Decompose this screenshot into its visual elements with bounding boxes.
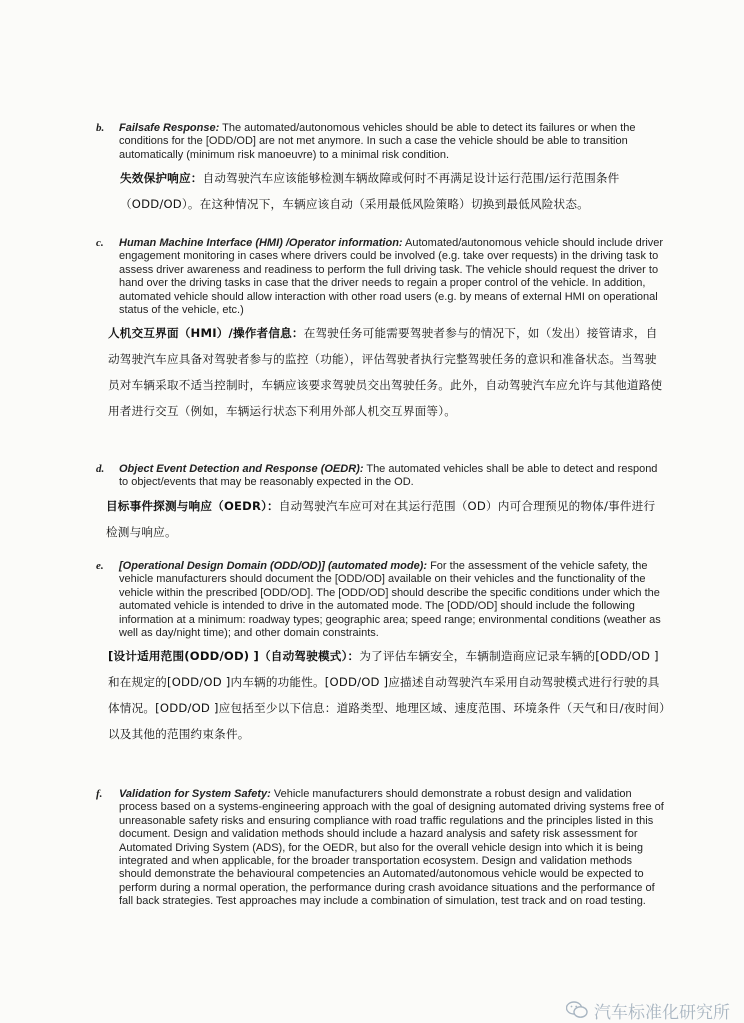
section-hmi [96, 237, 666, 424]
english-body: The automated/autonomous vehicles should be able to detect its failures or when the conditions for the [ODD/OD] are not met anymore. In such a case the vehicle should be able to transition automatically (minimum risk manoeuvre) to a minimal risk condition. [119, 122, 636, 161]
chinese-paragraph [108, 643, 666, 747]
english-body: The automated vehicles shall be able to detect and respond to object/events that may be reasonably expected in the OD. [119, 463, 658, 489]
english-heading: Object Event Detection and Response (OEDR): [119, 463, 364, 475]
section-marker: c. [96, 237, 104, 249]
english-body: For the assessment of the vehicle safety, the vehicle manufacturers should document the [ODD/OD] available on their vehicles and the functionality of the vehicle within the prescribed [ODD/OD]. The [ODD/OD] should describe the specific conditions under which the automated vehicle is intended to drive in the automated mode. The [ODD/OD] should include the following information at a minimum: roadway types; geographic area; speed range; environmental conditions (weather as well as day/night time); and other domain constraints. [119, 560, 661, 640]
chinese-body: 为了评估车辆安全，车辆制造商应记录车辆的[ODD/OD ]和在规定的[ODD/OD ]内车辆的功能性。[ODD/OD ]应描述自动驾驶汽车采用自动驾驶模式进行行驶的具体情况。[ODD/OD ]应包括至少以下信息：道路类型、地理区域、速度范围、环境条件（天气和日/夜时间）以及其他的范围约束条件。 [108, 649, 666, 742]
english-body: Vehicle manufacturers should demonstrate a robust design and validation process based on a systems-engineering approach with the goal of designing automated driving systems free of unreasonable safety risks and ensuring compliance with road traffic regulations and the principles listed in this document. Design and validation methods should include a hazard analysis and safety risk assessment for Automated Driving System (ADS), for the OEDR, but also for the overall vehicle design into which it is being integrated and when applicable, for the broader transportation ecosystem. Design and validation methods should demonstrate the behavioural competencies an Automated/autonomous vehicle would be expected to perform during a normal operation, the performance during crash avoidance situations and the performance of fall back strategies. Test approaches may include a combination of simulation, test track and on road testing. [119, 788, 664, 908]
section-odd [96, 560, 666, 747]
chinese-body: 自动驾驶汽车应可对在其运行范围（OD）内可合理预见的物体/事件进行检测与响应。 [106, 498, 656, 539]
english-paragraph [119, 463, 666, 490]
section-marker: f. [96, 788, 103, 800]
english-heading: Failsafe Response: [119, 122, 220, 134]
watermark-text: 汽车标准化研究所 [594, 1002, 730, 1023]
chinese-body: 自动驾驶汽车应该能够检测车辆故障或何时不再满足设计运行范围/运行范围条件（ODD/OD）。在这种情况下，车辆应该自动（采用最低风险策略）切换到最低风险状态。 [120, 171, 620, 212]
english-paragraph [119, 237, 666, 317]
english-body: Automated/autonomous vehicle should include driver engagement monitoring in cases where drivers could be involved (e.g. take over requests) in the driving task to assess driver awareness and readiness to perform the full driving task. The vehicle should request the driver to hand over the driving tasks in case that the driver needs to regain a proper control of the vehicle. In addition, automated vehicle should allow interaction with other road users (e.g. by means of external HMI on operational status of the vehicle, etc.) [119, 237, 664, 317]
chinese-body: 在驾驶任务可能需要驾驶者参与的情况下，如（发出）接管请求，自动驾驶汽车应具备对驾驶者参与的监控（功能），评估驾驶者执行完整驾驶任务的意识和准备状态。当驾驶员对车辆采取不适当控制时，车辆应该要求驾驶员交出驾驶任务。此外，自动驾驶汽车应允许与其他道路使用者进行交互（例如，车辆运行状态下利用外部人机交互界面等）。 [108, 326, 663, 419]
english-heading: Validation for System Safety: [119, 788, 271, 800]
chinese-paragraph [108, 320, 666, 424]
section-failsafe-response [96, 122, 666, 217]
section-oedr [96, 463, 666, 545]
wechat-icon [566, 1001, 588, 1019]
chinese-heading: 目标事件探测与响应（OEDR）： [106, 498, 279, 513]
english-paragraph [119, 560, 666, 640]
section-marker: b. [96, 122, 105, 134]
english-heading: Human Machine Interface (HMI) /Operator information: [119, 237, 403, 249]
section-marker: e. [96, 560, 104, 572]
watermark [566, 998, 730, 1022]
chinese-heading: [设计适用范围(ODD/OD) ]（自动驾驶模式）： [108, 649, 360, 664]
section-marker: d. [96, 463, 105, 475]
chinese-heading: 人机交互界面（HMI）/操作者信息： [108, 326, 304, 341]
section-validation [96, 788, 666, 909]
english-paragraph [119, 122, 666, 162]
english-heading: [Operational Design Domain (ODD/OD)] (automated mode): [119, 560, 428, 572]
chinese-heading: 失效保护响应： [120, 171, 203, 186]
chinese-paragraph [106, 493, 666, 545]
english-paragraph [119, 788, 666, 909]
chinese-paragraph [120, 165, 666, 217]
